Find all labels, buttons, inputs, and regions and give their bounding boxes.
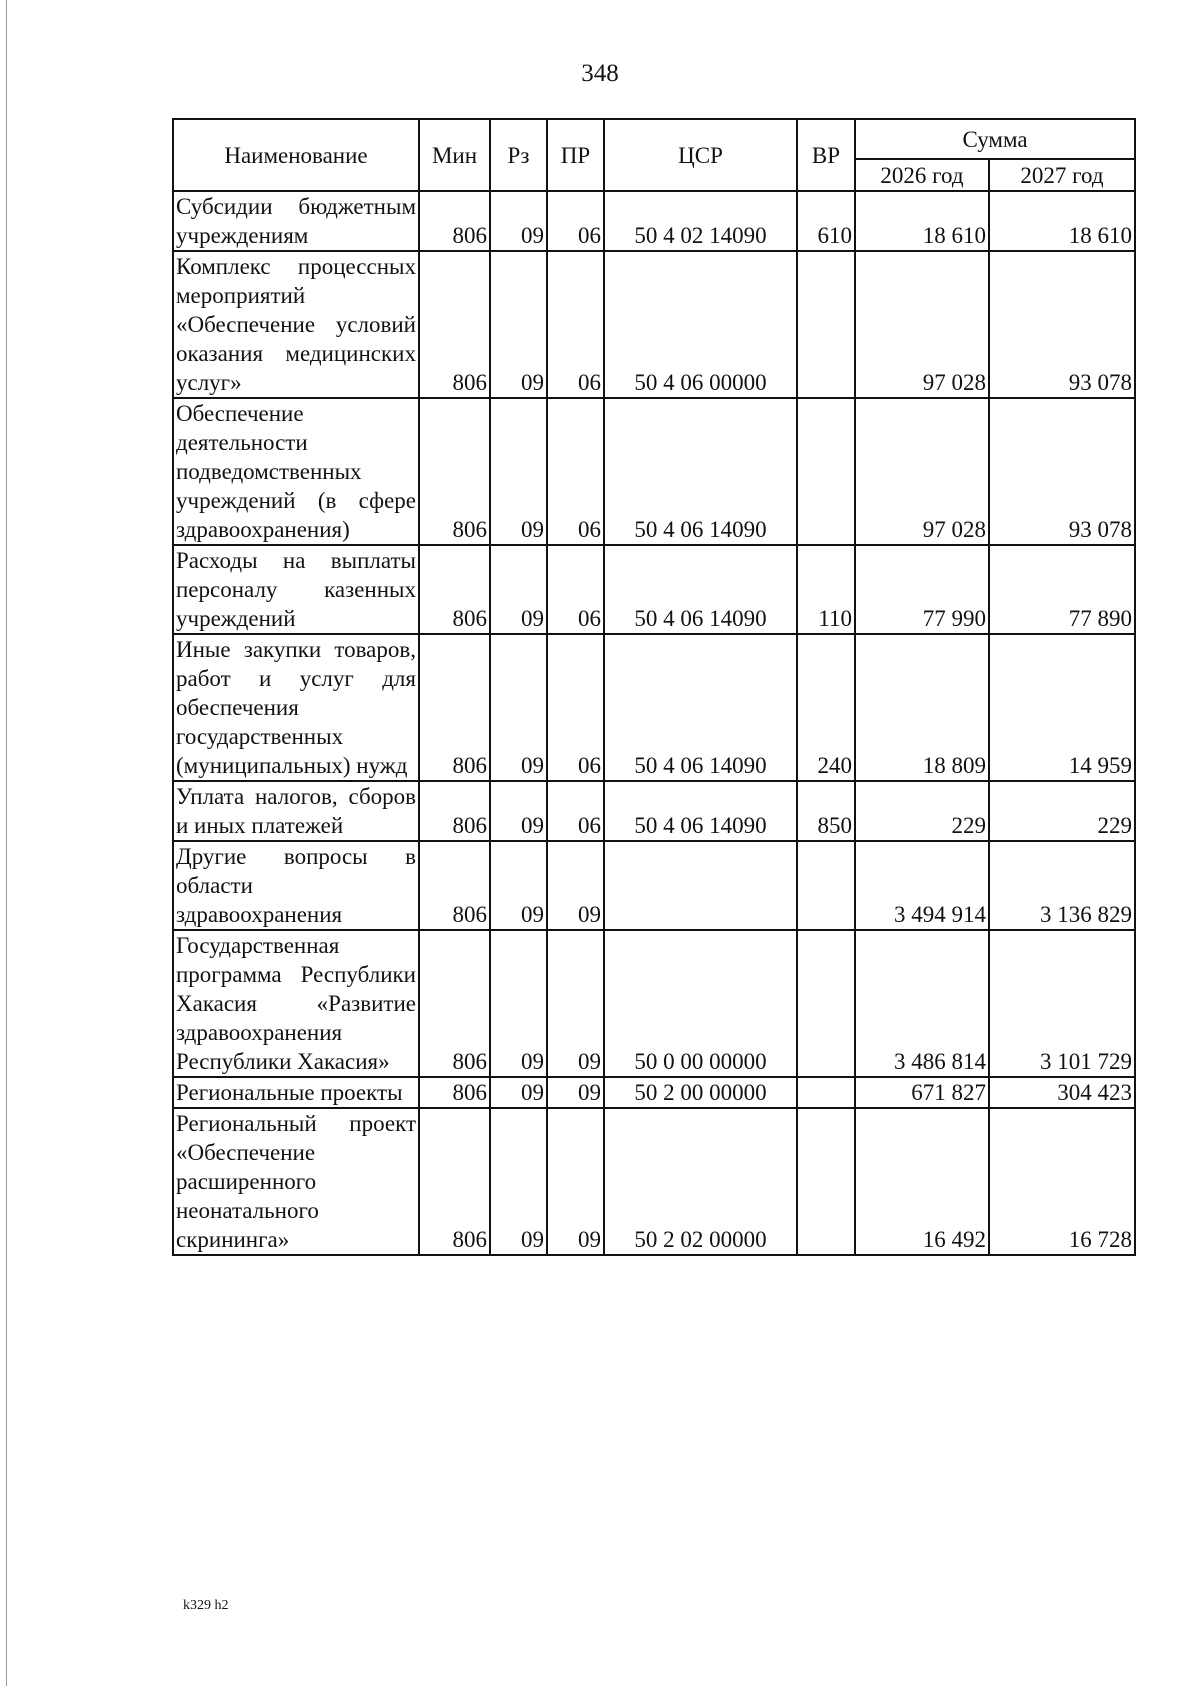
cell-csr: 50 4 02 14090 — [604, 191, 797, 251]
cell-min: 806 — [419, 634, 490, 781]
cell-min: 806 — [419, 1108, 490, 1255]
cell-sum-2027: 93 078 — [989, 398, 1135, 545]
table-row — [173, 841, 1135, 930]
cell-sum-2027: 14 959 — [989, 634, 1135, 781]
table-row — [173, 545, 1135, 634]
cell-name: Государственная программа Республики Хакасия «Развитие здравоохранения Республики Хакасия» — [173, 930, 419, 1077]
cell-sum-2027: 77 890 — [989, 545, 1135, 634]
cell-min: 806 — [419, 398, 490, 545]
cell-min: 806 — [419, 841, 490, 930]
page-number: 348 — [581, 60, 619, 87]
cell-pr: 09 — [547, 1077, 604, 1108]
cell-sum-2027: 18 610 — [989, 191, 1135, 251]
cell-sum-2026: 16 492 — [855, 1108, 989, 1255]
table-row — [173, 781, 1135, 841]
cell-rz: 09 — [490, 930, 547, 1077]
cell-rz: 09 — [490, 781, 547, 841]
cell-pr: 09 — [547, 930, 604, 1077]
cell-pr: 06 — [547, 191, 604, 251]
table-row — [173, 634, 1135, 781]
cell-sum-2026: 18 809 — [855, 634, 989, 781]
cell-rz: 09 — [490, 191, 547, 251]
cell-csr: 50 4 06 14090 — [604, 545, 797, 634]
cell-sum-2026: 671 827 — [855, 1077, 989, 1108]
cell-csr: 50 4 06 14090 — [604, 398, 797, 545]
cell-vr — [797, 1077, 855, 1108]
cell-vr: 110 — [797, 545, 855, 634]
cell-rz: 09 — [490, 545, 547, 634]
cell-min: 806 — [419, 545, 490, 634]
cell-name: Иные закупки товаров, работ и услуг для обеспечения государственных (муниципальных) нужд — [173, 634, 419, 781]
cell-csr — [604, 841, 797, 930]
cell-pr: 06 — [547, 251, 604, 398]
cell-csr: 50 2 00 00000 — [604, 1077, 797, 1108]
cell-csr: 50 4 06 00000 — [604, 251, 797, 398]
cell-sum-2027: 3 101 729 — [989, 930, 1135, 1077]
header-min: Мин — [419, 119, 490, 191]
cell-pr: 06 — [547, 634, 604, 781]
cell-sum-2027: 3 136 829 — [989, 841, 1135, 930]
table-row — [173, 930, 1135, 1077]
table-row — [173, 191, 1135, 251]
cell-csr: 50 2 02 00000 — [604, 1108, 797, 1255]
table-row — [173, 398, 1135, 545]
cell-pr: 06 — [547, 545, 604, 634]
cell-min: 806 — [419, 191, 490, 251]
table-row — [173, 251, 1135, 398]
cell-csr: 50 4 06 14090 — [604, 634, 797, 781]
cell-vr — [797, 251, 855, 398]
cell-pr: 06 — [547, 781, 604, 841]
cell-vr — [797, 398, 855, 545]
cell-rz: 09 — [490, 841, 547, 930]
cell-rz: 09 — [490, 634, 547, 781]
cell-sum-2026: 3 486 814 — [855, 930, 989, 1077]
table-row — [173, 1108, 1135, 1255]
table-row — [173, 1077, 1135, 1108]
cell-vr: 850 — [797, 781, 855, 841]
cell-min: 806 — [419, 930, 490, 1077]
header-csr: ЦСР — [604, 119, 797, 191]
cell-pr: 09 — [547, 1108, 604, 1255]
cell-vr — [797, 1108, 855, 1255]
cell-csr: 50 4 06 14090 — [604, 781, 797, 841]
cell-sum-2026: 18 610 — [855, 191, 989, 251]
cell-rz: 09 — [490, 1108, 547, 1255]
cell-name: Уплата налогов, сборов и иных платежей — [173, 781, 419, 841]
header-rz: Рз — [490, 119, 547, 191]
cell-rz: 09 — [490, 251, 547, 398]
cell-min: 806 — [419, 251, 490, 398]
cell-sum-2027: 93 078 — [989, 251, 1135, 398]
cell-min: 806 — [419, 781, 490, 841]
cell-sum-2026: 77 990 — [855, 545, 989, 634]
cell-vr — [797, 930, 855, 1077]
cell-name: Расходы на выплаты персоналу казенных учреждений — [173, 545, 419, 634]
cell-rz: 09 — [490, 398, 547, 545]
budget-table — [172, 118, 1136, 1256]
cell-pr: 09 — [547, 841, 604, 930]
cell-name: Обеспечение деятельности подведомственных учреждений (в сфере здравоохранения) — [173, 398, 419, 545]
header-year-2026: 2026 год — [855, 159, 989, 191]
cell-rz: 09 — [490, 1077, 547, 1108]
cell-vr: 610 — [797, 191, 855, 251]
cell-sum-2027: 229 — [989, 781, 1135, 841]
header-name: Наименование — [173, 119, 419, 191]
cell-name: Региональный проект «Обеспечение расширенного неонатального скрининга» — [173, 1108, 419, 1255]
cell-vr: 240 — [797, 634, 855, 781]
cell-name: Региональные проекты — [173, 1077, 419, 1108]
cell-sum-2027: 304 423 — [989, 1077, 1135, 1108]
cell-csr: 50 0 00 00000 — [604, 930, 797, 1077]
cell-sum-2026: 229 — [855, 781, 989, 841]
header-pr: ПР — [547, 119, 604, 191]
cell-name: Комплекс процессных мероприятий «Обеспечение условий оказания медицинских услуг» — [173, 251, 419, 398]
header-sum: Сумма — [855, 119, 1135, 159]
table-body — [173, 191, 1135, 1255]
header-vr: ВР — [797, 119, 855, 191]
cell-name: Другие вопросы в области здравоохранения — [173, 841, 419, 930]
cell-vr — [797, 841, 855, 930]
page-edge-line — [6, 0, 7, 1686]
table-header — [173, 119, 1135, 191]
cell-sum-2026: 97 028 — [855, 398, 989, 545]
cell-sum-2027: 16 728 — [989, 1108, 1135, 1255]
footer-code: k329 h2 — [183, 1598, 229, 1613]
cell-name: Субсидии бюджетным учреждениям — [173, 191, 419, 251]
header-year-2027: 2027 год — [989, 159, 1135, 191]
cell-min: 806 — [419, 1077, 490, 1108]
cell-sum-2026: 3 494 914 — [855, 841, 989, 930]
cell-pr: 06 — [547, 398, 604, 545]
cell-sum-2026: 97 028 — [855, 251, 989, 398]
